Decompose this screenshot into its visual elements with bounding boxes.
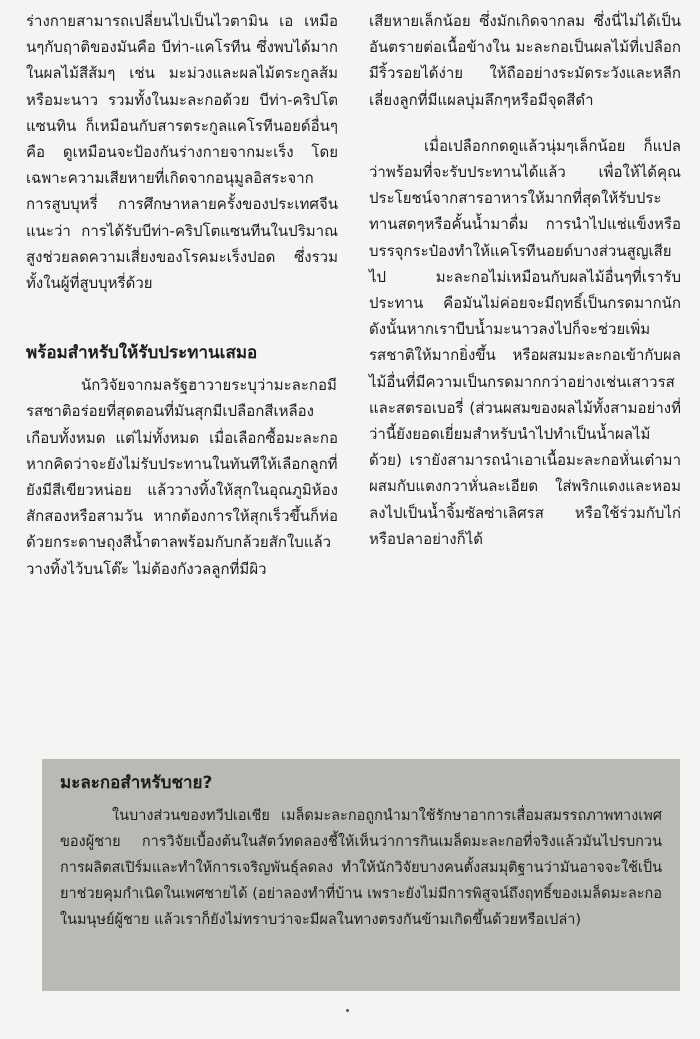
page-mark <box>346 1009 349 1012</box>
right-paragraph-1: เสียหายเล็กน้อย ซึ่งมักเกิดจากลม ซึ่งนี่ไม่ได้เป็นอันตรายต่อเนื้อข้างใน มะละกอเป็นผลไม้ที่เปลือกมีริ้วรอยได้ง่าย ให้ถืออย่างระมัดระวังและหลีกเลี่ยงลูกที่มีแผลบุ่มลึกๆหรือมีจุดสีดำ <box>369 12 681 109</box>
right-column <box>369 8 681 552</box>
sidebar-body: ในบางส่วนของทวีปเอเชีย เมล็ดมะละกอถูกนำมาใช้รักษาอาการเสื่อมสมรรถภาพทางเพศของผู้ชาย การวิจัยเบื้องต้นในสัตว์ทดลองชี้ให้เห็นว่าการกินเมล็ดมะละกอที่จริงแล้วมันไปรบกวนการผลิตสเปิร์มและทำให้การเจริญพันธุ์ลดลง ทำให้นักวิจัยบางคนตั้งสมมุติฐานว่ามันอาจจะใช้เป็นยาช่วยคุมกำเนิดในเพศชายได้ (อย่าลองทำที่บ้าน เพราะยังไม่มีการพิสูจน์ถึงฤทธิ์ของเมล็ดมะละกอในมนุษย์ผู้ชาย แล้วเราก็ยังไม่ทราบว่าจะมีผลในทางตรงกันข้ามเกิดขึ้นด้วยหรือเปล่า) <box>60 808 662 928</box>
left-paragraph-1: ร่างกายสามารถเปลี่ยนไปเป็นไวตามิน เอ เหมือนๆกับฤาติของมันคือ บีท่า-แคโรทีน ซึ่งพบได้มากในผลไม้สีส้มๆ เช่น มะม่วงและผลไม้ตระกูลส้มหรือมะนาว รวมทั้งในมะละกอด้วย บีท่า-คริปโตแซนทิน ก็เหมือนกับสารตระกูลแคโรทีนอยด์อื่นๆ คือ ดูเหมือนจะป้องกันร่างกายจากมะเร็ง โดยเฉพาะความเสียหายที่เกิดจากอนุมูลอิสระจากการสูบบุหรี่ การศึกษาหลายครั้งของประเทศจีนแนะว่า การได้รับบีท่า-คริปโตแซนทีนในปริมาณสูงช่วยลดความเสี่ยงของโรคมะเร็งปอด ซึ่งรวมทั้งในผู้ที่สูบบุหรี่ด้วย <box>26 12 338 293</box>
sidebar-box <box>42 759 680 991</box>
sidebar-title: มะละกอสำหรับชาย? <box>60 773 213 793</box>
right-paragraph-2: เมื่อเปลือกกดดูแล้วนุ่มๆเล็กน้อย ก็แปลว่าพร้อมที่จะรับประทานได้แล้ว เพื่อให้ได้คุณประโยชน์จากสารอาหารให้มากที่สุดให้รับประทานสดๆหรือคั้นน้ำมาดื่ม การนำไปแช่แข็งหรือบรรจุกระป๋องทำให้แคโรทีนอยด์บางส่วนสูญเสียไป มะละกอไม่เหมือนกับผลไม้อื่นๆที่เรารับประทาน คือมันไม่ค่อยจะมีฤทธิ์เป็นกรดมากนัก ดังนั้นหากเราบีบน้ำมะนาวลงไปก็จะช่วยเพิ่มรสชาติให้มากยิ่งขึ้น หรือผสมมะละกอเข้ากับผลไม้อื่นที่มีความเป็นกรดมากกว่าอย่างเช่นเสาวรสและสตรอเบอรี่ (ส่วนผสมของผลไม้ทั้งสามอย่างที่ว่านี้ยังยอดเยี่ยมสำหรับนำไปทำเป็นน้ำผลไม้ด้วย) เรายังสามารถนำเอาเนื้อมะละกอหั่นเต๋ามาผสมกับแตงกวาหั่นละเอียด ใส่พริกแดงและหอมลงไปเป็นน้ำจิ้มซัลซ่าเลิศรส หรือใช้ร่วมกับไก่หรือปลาอย่างก็ได้ <box>369 136 681 548</box>
left-paragraph-2: นักวิจัยจากมลรัฐฮาวายระบุว่ามะละกอมีรสชาติอร่อยที่สุดตอนที่มันสุกมีเปลือกสีเหลืองเกือบทั้งหมด แต่ไม่ทั้งหมด เมื่อเลือกซื้อมะละกอ หากคิดว่าจะยังไม่รับประทานในทันทีให้เลือกลูกที่ยังมีสีเขียวหน่อย แล้ววางทิ้งให้สุกในอุณภูมิห้องสักสองหรือสามวัน หากต้องการให้สุกเร็วขึ้นก็ห่อด้วยกระดาษถุงสีน้ำตาลพร้อมกับกล้วยสักใบแล้ววางทิ้งไว้บนโต๊ะ ไม่ต้องกังวลลูกที่มีผิว <box>26 376 338 578</box>
section-heading: พร้อมสำหรับให้รับประทานเสมอ <box>26 343 258 364</box>
left-column <box>26 8 338 582</box>
